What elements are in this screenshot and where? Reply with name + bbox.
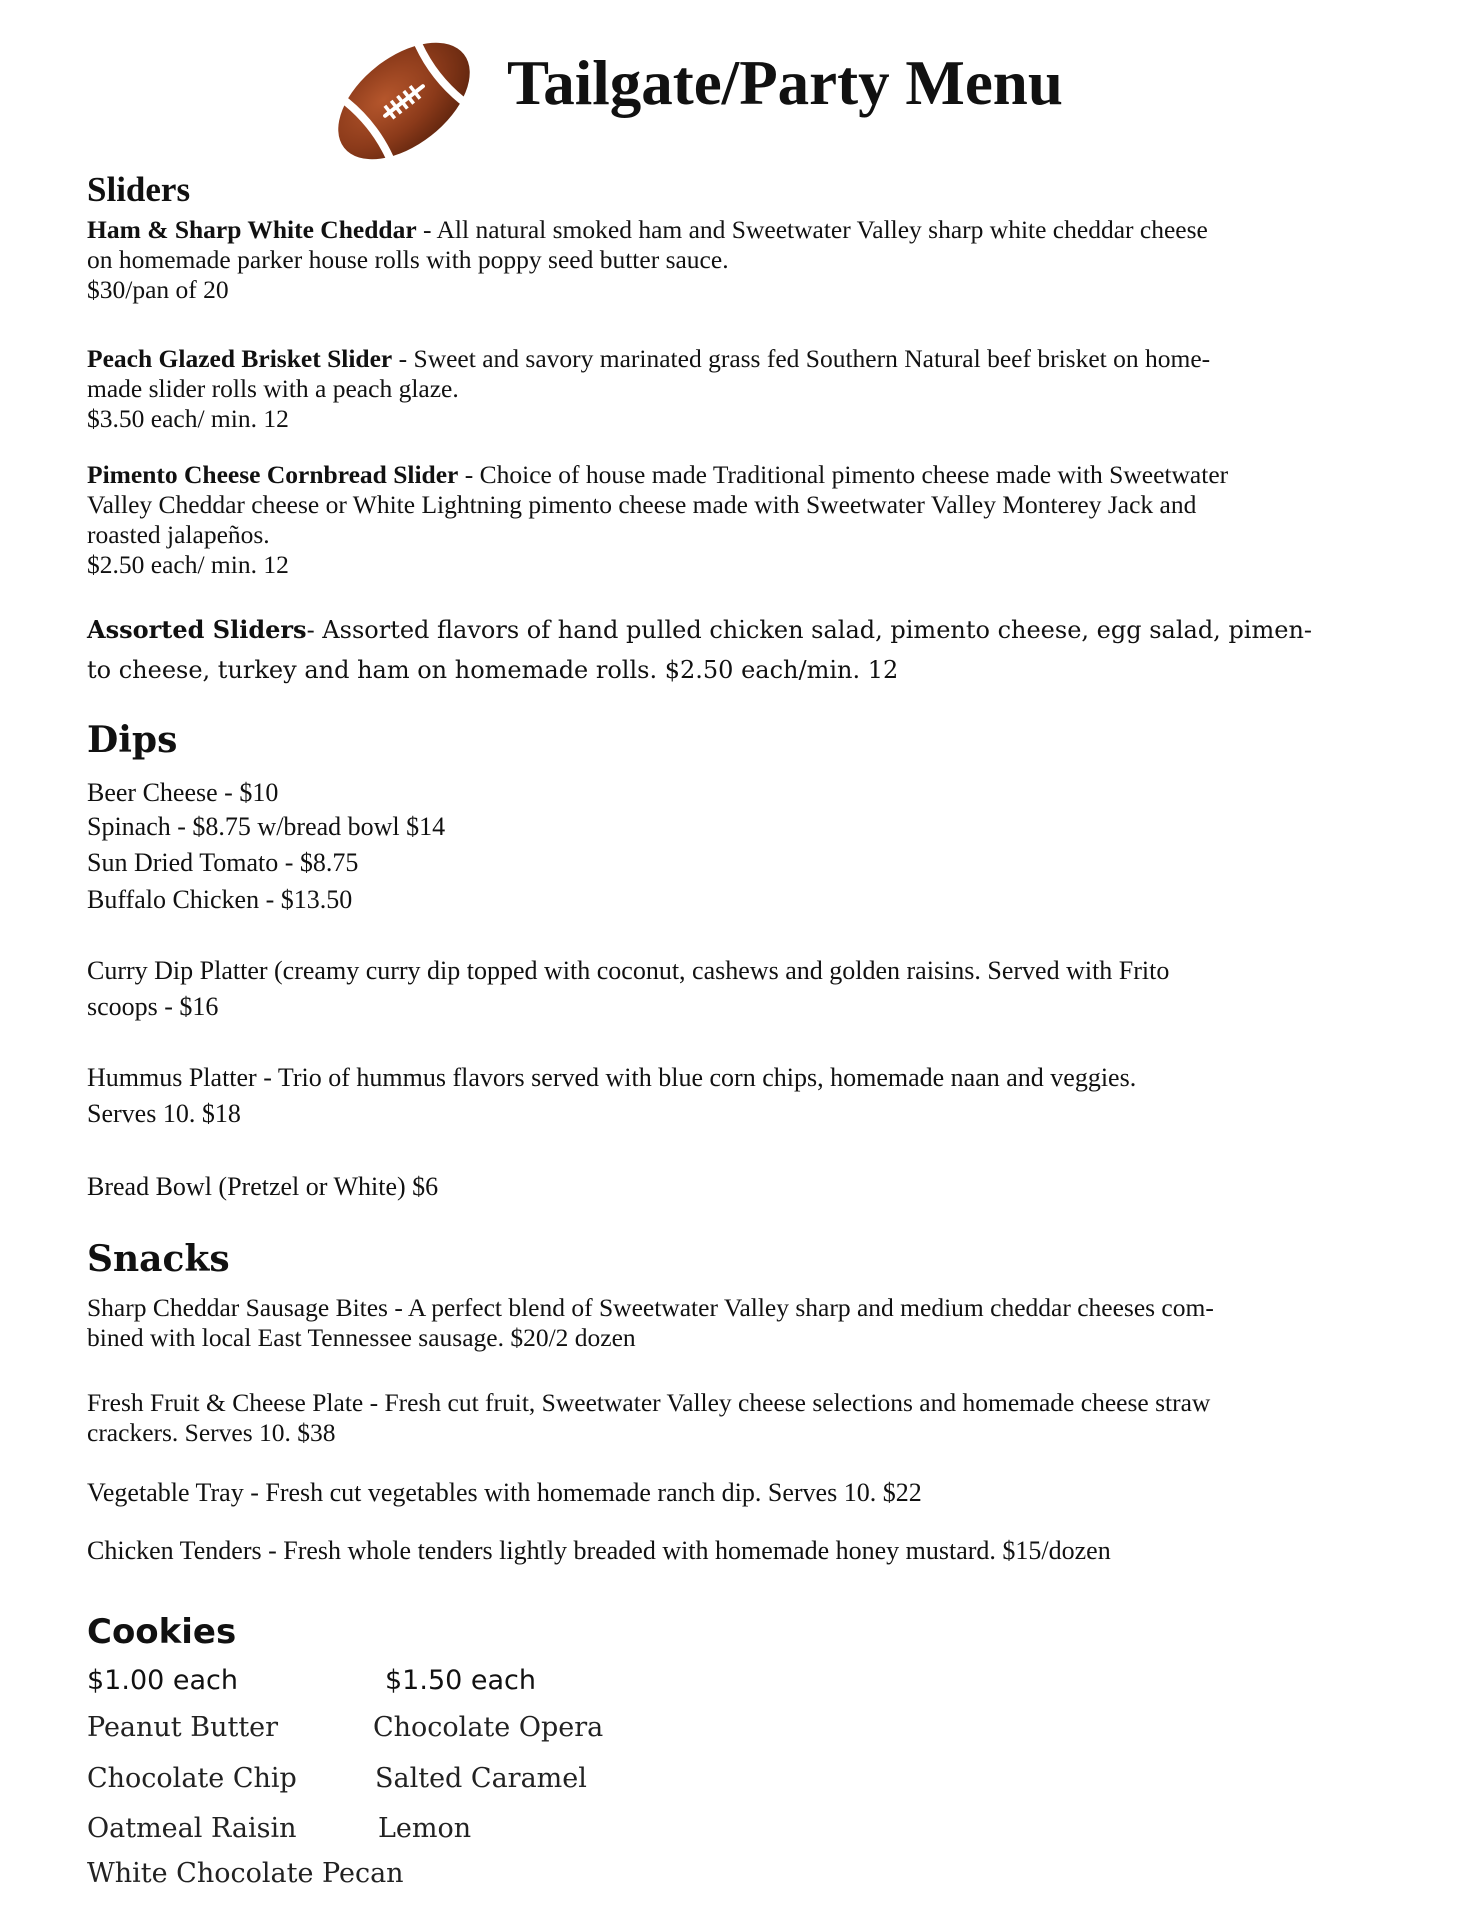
cookies-heading: Cookies [87,1612,237,1652]
item-description: made slider rolls with a peach glaze. [87,374,459,403]
item-description: - Choice of house made Traditional pimento cheese made with Sweetwater [458,460,1229,489]
item-description: - Assorted flavors of hand pulled chicken salad, pimento cheese, egg salad, pimen- [306,616,1313,644]
item-price: $30/pan of 20 [87,275,229,304]
item-name: Ham & Sharp White Cheddar [87,215,417,244]
snacks-heading: Snacks [87,1238,230,1280]
sliders-heading: Sliders [87,170,191,209]
cookie-item: White Chocolate Pecan [87,1858,404,1889]
item-description: scoops - $16 [87,992,219,1021]
item-price: $2.50 each/ min. 12 [87,550,289,579]
item-description: - Sweet and savory marinated grass fed Southern Natural beef brisket on home- [392,344,1211,373]
dip-item-curry-platter [87,953,1407,1025]
item-description: Sharp Cheddar Sausage Bites - A perfect blend of Sweetwater Valley sharp and medium cheddar cheeses com- [87,1293,1214,1322]
item-name: Peach Glazed Brisket Slider [87,344,393,373]
snack-item-vegetable-tray: Vegetable Tray - Fresh cut vegetables with homemade ranch dip. Serves 10. $22 [87,1478,922,1507]
cookie-item: Chocolate Opera [373,1712,604,1743]
item-description: on homemade parker house rolls with poppy seed butter sauce. [87,245,729,274]
dips-heading: Dips [87,719,178,761]
dip-item: Buffalo Chicken - $13.50 [87,885,353,914]
cookie-price-header: $1.50 each [385,1665,536,1696]
item-description: to cheese, turkey and ham on homemade rolls. $2.50 each/min. 12 [87,656,899,684]
item-description: Serves 10. $18 [87,1099,241,1128]
item-price: $3.50 each/ min. 12 [87,404,289,433]
dip-item: Sun Dried Tomato - $8.75 [87,848,359,877]
dip-item-bread-bowl: Bread Bowl (Pretzel or White) $6 [87,1172,439,1201]
menu-item-brisket-slider [87,344,1407,434]
snack-item-sausage-bites [87,1293,1407,1353]
cookie-item: Chocolate Chip [87,1763,297,1794]
item-description: Hummus Platter - Trio of hummus flavors served with blue corn chips, homemade naan and veggies. [87,1063,1137,1092]
cookie-item: Peanut Butter [87,1712,279,1743]
item-description: Curry Dip Platter (creamy curry dip topped with coconut, cashews and golden raisins. Served with Frito [87,956,1170,985]
item-description: - All natural smoked ham and Sweetwater Valley sharp white cheddar cheese [416,215,1208,244]
cookie-item: Lemon [378,1813,472,1844]
item-description: bined with local East Tennessee sausage. $20/2 dozen [87,1323,636,1352]
cookie-item: Salted Caramel [375,1763,587,1794]
snack-item-fruit-cheese [87,1388,1407,1448]
item-description: Fresh Fruit & Cheese Plate - Fresh cut fruit, Sweetwater Valley cheese selections and homemade cheese straw [87,1388,1211,1417]
dip-item-hummus-platter [87,1060,1407,1132]
item-description: roasted jalapeños. [87,520,270,549]
menu-item-pimento-slider [87,460,1407,580]
item-description: Valley Cheddar cheese or White Lightning pimento cheese made with Sweetwater Valley Monterey Jack and [87,490,1197,519]
page-title: Tailgate/Party Menu [507,48,1063,118]
item-description: crackers. Serves 10. $38 [87,1418,336,1447]
snack-item-chicken-tenders: Chicken Tenders - Fresh whole tenders lightly breaded with homemade honey mustard. $15/dozen [87,1536,1111,1565]
cookie-item: Oatmeal Raisin [87,1813,297,1844]
dip-item: Spinach - $8.75 w/bread bowl $14 [87,812,446,841]
football-icon [330,34,478,168]
menu-item-assorted-sliders [87,610,1407,690]
menu-item-ham-cheddar [87,215,1407,305]
dip-item: Beer Cheese - $10 [87,778,279,807]
cookie-price-header: $1.00 each [87,1665,238,1696]
item-name: Pimento Cheese Cornbread Slider [87,460,459,489]
item-name: Assorted Sliders [87,615,307,644]
